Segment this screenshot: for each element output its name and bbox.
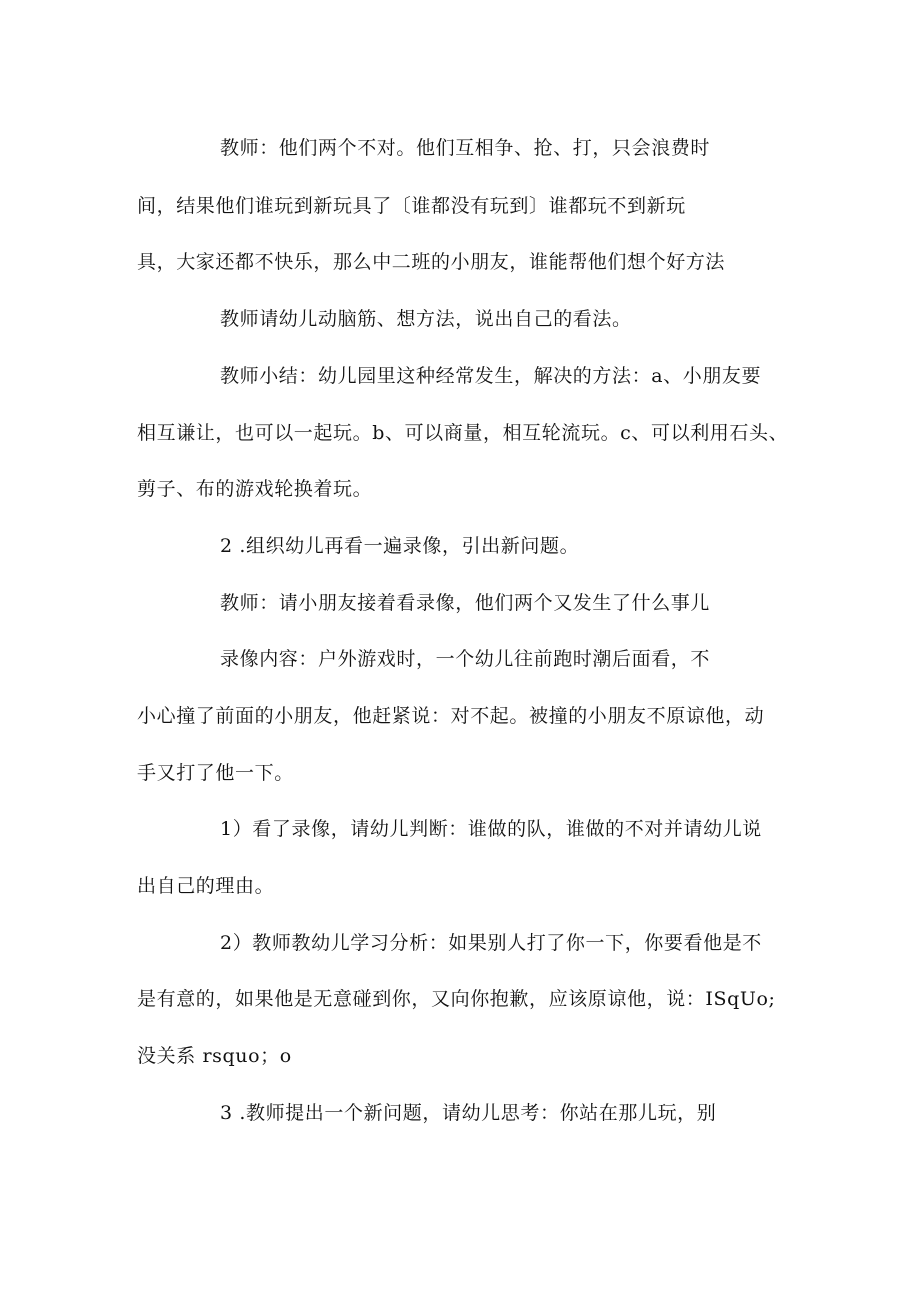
text-line: 教师：请小朋友接着看录像，他们两个又发生了什么事儿 bbox=[220, 592, 711, 614]
text-line: 教师：他们两个不对。他们互相争、抢、打，只会浪费时 bbox=[220, 137, 711, 159]
text-line: 出自己的理由。 bbox=[137, 875, 275, 897]
text-line: 录像内容：户外游戏时，一个幼儿往前跑时潮后面看，不 bbox=[220, 648, 711, 670]
text-line: 是有意的，如果他是无意碰到你，又向你抱歉，应该原谅他，说：ISqUo; bbox=[137, 988, 776, 1010]
text-line: 具，大家还都不快乐，那么中二班的小朋友，谁能帮他们想个好方法 bbox=[137, 251, 726, 273]
text-line: 3 .教师提出一个新问题，请幼儿思考：你站在那儿玩，别 bbox=[220, 1102, 717, 1124]
text-line: 手又打了他一下。 bbox=[137, 762, 294, 784]
text-line: 教师请幼儿动脑筋、想方法，说出自己的看法。 bbox=[220, 308, 632, 330]
text-line: 相互谦让，也可以一起玩。b、可以商量，相互轮流玩。c、可以利用石头、 bbox=[137, 422, 789, 444]
text-line: 教师小结：幼儿园里这种经常发生，解决的方法：a、小朋友要 bbox=[220, 365, 762, 387]
text-line: 剪子、布的游戏轮换着玩。 bbox=[137, 478, 373, 500]
text-line: 2）教师教幼儿学习分析：如果别人打了你一下，你要看他是不 bbox=[220, 932, 762, 954]
text-line: 间，结果他们谁玩到新玩具了〔谁都没有玩到〕谁都玩不到新玩 bbox=[137, 195, 686, 217]
text-line: 没关系 rsquo；o bbox=[137, 1045, 292, 1067]
text-line: 小心撞了前面的小朋友，他赶紧说：对不起。被撞的小朋友不原谅他，动 bbox=[137, 705, 765, 727]
text-line: 2 .组织幼儿再看一遍录像，引出新问题。 bbox=[220, 535, 580, 557]
text-line: 1）看了录像，请幼儿判断：谁做的队，谁做的不对并请幼儿说 bbox=[220, 818, 762, 840]
